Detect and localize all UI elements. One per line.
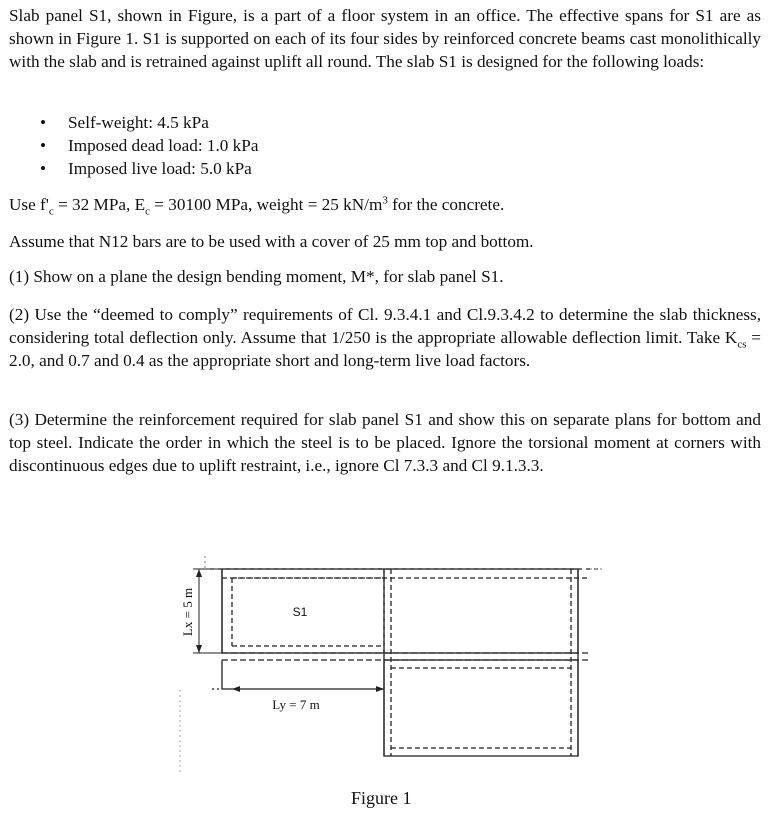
bullet: •: [40, 136, 47, 155]
list-item: [40, 134, 258, 157]
question-3: (3) Determine the reinforcement required for slab panel S1 and show this on separate plans for bottom and top steel. Indicate the order in which the steel is to be placed. Ignore the torsional moment at corners with discontinuous edges due to uplift restraint, i.e., ignore Cl 7.3.3 and Cl 9.1.3.3.: [9, 410, 761, 475]
panel-s1-outline: [222, 569, 578, 653]
question-2: (2) Use the “deemed to comply” requirements of Cl. 9.3.4.1 and Cl.9.3.4.2 to determine the slab thickness, considering total deflection only. Assume that 1/250 is the appropriate allowable deflection limit. Take $K_{cs} = 2.0$, and 0.7 and 0.4 as the appropriate short and long-term live load factors.: [9, 305, 761, 370]
panel-lower-right-outline: [384, 660, 578, 756]
bullet: •: [40, 159, 47, 178]
arrow-ly-right: [376, 686, 384, 692]
load-self-weight: Self-weight: 4.5 kPa: [68, 113, 209, 132]
arrow-lx-top: [196, 569, 202, 577]
lx-dimension-label: Lx = 5 m: [180, 587, 195, 637]
floor-plan-figure: [0, 540, 772, 790]
ly-dimension-label: Ly = 7 m: [272, 697, 320, 712]
materials-line: Use $f'_c = 32$ MPa, $E_c = 30100$ MPa, weight = 25 $kN/m^3$ for the concrete.: [9, 194, 505, 218]
panel-s1-label: S1: [292, 605, 308, 619]
assumption-line: Assume that N12 bars are to be used with a cover of 25 mm top and bottom.: [9, 232, 534, 251]
intro-paragraph: Slab panel S1, shown in Figure, is a part of a floor system in an office. The effective spans for S1 are as shown in Figure 1. S1 is supported on each of its four sides by reinforced concrete beams cast monolithically with the slab and is retrained against uplift all round. The slab S1 is designed for the following loads:: [9, 6, 761, 71]
load-imposed-dead: Imposed dead load: 1.0 kPa: [68, 136, 259, 155]
question-1: (1) Show on a plane the design bending moment, M*, for slab panel S1.: [9, 267, 504, 286]
figure-caption: Figure 1: [351, 788, 412, 808]
bullet: •: [40, 113, 47, 132]
arrow-lx-bottom: [196, 645, 202, 653]
load-imposed-live: Imposed live load: 5.0 kPa: [68, 159, 252, 178]
arrow-ly-left: [232, 686, 240, 692]
loads-list: [40, 111, 258, 180]
list-item: [40, 157, 258, 180]
list-item: [40, 111, 258, 134]
